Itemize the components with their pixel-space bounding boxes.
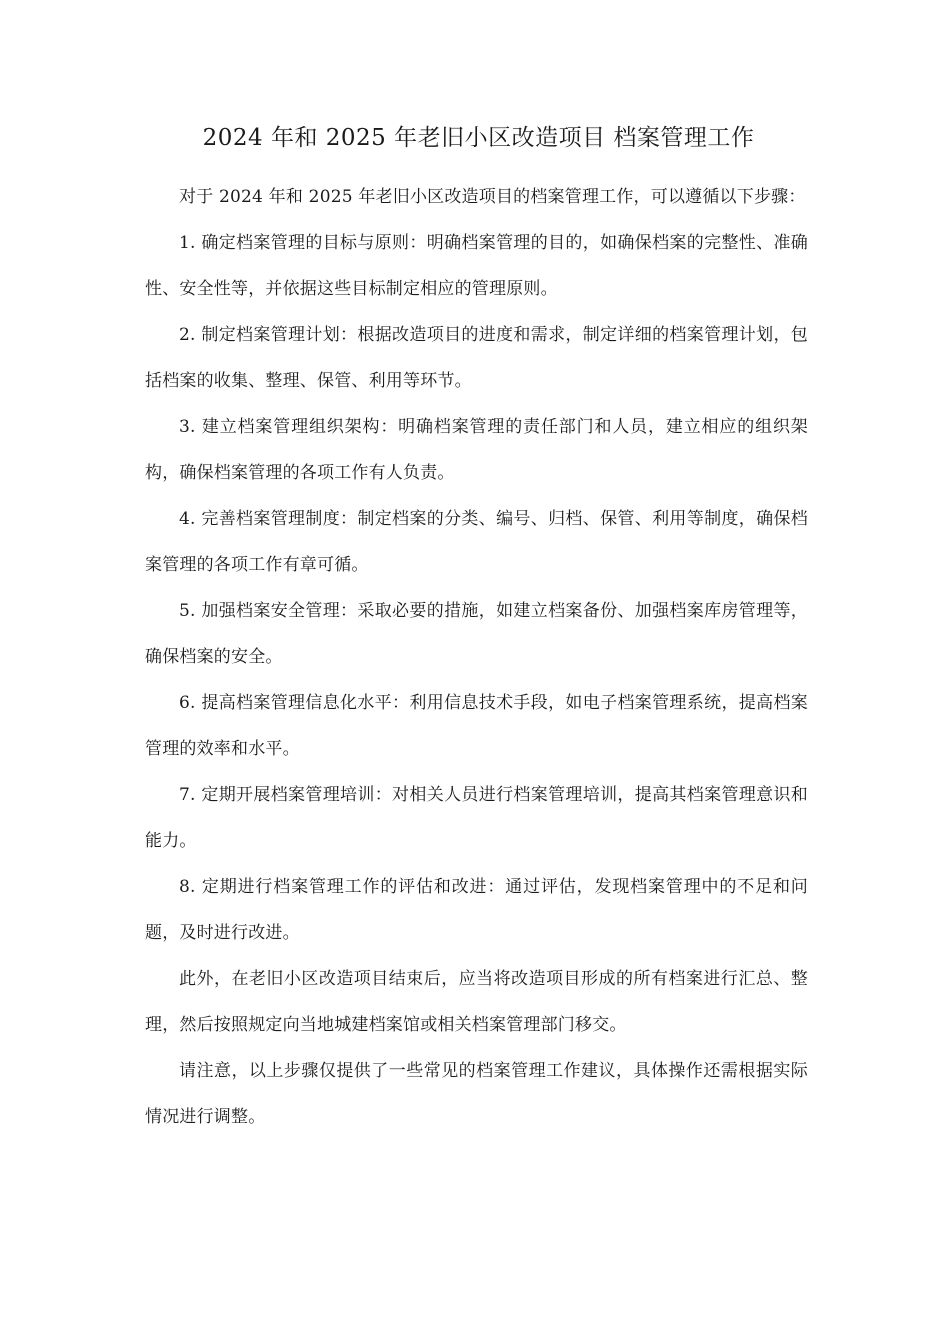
step-4-paragraph: 4. 完善档案管理制度：制定档案的分类、编号、归档、保管、利用等制度，确保档案管理的各项工作有章可循。 xyxy=(145,509,808,575)
intro-paragraph: 对于 2024 年和 2025 年老旧小区改造项目的档案管理工作，可以遵循以下步骤： xyxy=(179,187,806,207)
handover-paragraph: 此外，在老旧小区改造项目结束后，应当将改造项目形成的所有档案进行汇总、整理，然后按照规定向当地城建档案馆或相关档案管理部门移交。 xyxy=(145,969,808,1035)
step-1-paragraph: 1. 确定档案管理的目标与原则：明确档案管理的目的，如确保档案的完整性、准确性、安全性等，并依据这些目标制定相应的管理原则。 xyxy=(145,233,808,299)
note-paragraph: 请注意，以上步骤仅提供了一些常见的档案管理工作建议，具体操作还需根据实际情况进行调整。 xyxy=(145,1061,808,1127)
document-title: 2024 年和 2025 年老旧小区改造项目 档案管理工作 xyxy=(202,125,755,151)
step-6-paragraph: 6. 提高档案管理信息化水平：利用信息技术手段，如电子档案管理系统，提高档案管理的效率和水平。 xyxy=(145,693,808,759)
step-3-paragraph: 3. 建立档案管理组织架构：明确档案管理的责任部门和人员，建立相应的组织架构，确保档案管理的各项工作有人负责。 xyxy=(145,417,808,483)
step-5-paragraph: 5. 加强档案安全管理：采取必要的措施，如建立档案备份、加强档案库房管理等，确保档案的安全。 xyxy=(145,601,808,667)
step-7-paragraph: 7. 定期开展档案管理培训：对相关人员进行档案管理培训，提高其档案管理意识和能力。 xyxy=(145,785,808,851)
step-2-paragraph: 2. 制定档案管理计划：根据改造项目的进度和需求，制定详细的档案管理计划，包括档案的收集、整理、保管、利用等环节。 xyxy=(145,325,808,391)
step-8-paragraph: 8. 定期进行档案管理工作的评估和改进：通过评估，发现档案管理中的不足和问题，及时进行改进。 xyxy=(145,877,808,943)
